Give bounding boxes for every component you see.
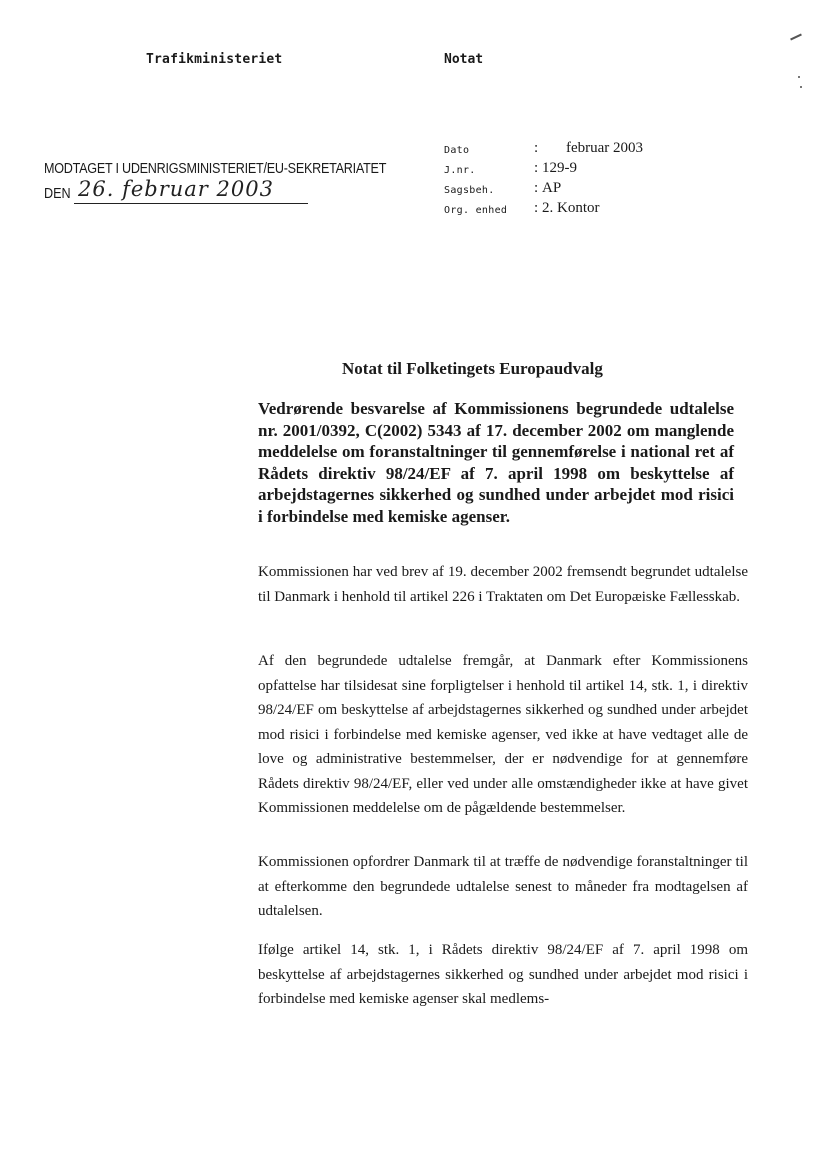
document-type: Notat: [444, 52, 484, 67]
stamp-den-label: DEN: [44, 185, 71, 202]
stamp-date-line: [44, 177, 404, 207]
meta-value: AP: [542, 180, 562, 196]
subject-paragraph: Vedrørende besvarelse af Kommissionens begrundede udtalelse nr. 2001/0392, C(2002) 5343 af 17. december 2002 om manglende meddelelse om foranstaltninger til gennemførelse i national ret af Rådets direktiv 98/24/EF af 7. april 1998 om beskyttelse af arbejdstagernes sikkerhed og sundhed under arbejdet mod risici i forbindelse med kemiske agenser.: [258, 399, 734, 526]
document-heading: Notat til Folketingets Europaudvalg: [342, 359, 603, 378]
scan-mark: [790, 34, 802, 41]
meta-label: Sagsbeh.: [444, 185, 495, 196]
meta-value: februar 2003: [566, 140, 644, 156]
scan-speck: [800, 86, 802, 88]
received-stamp: [44, 160, 404, 207]
meta-label: Dato: [444, 145, 470, 156]
scan-speck: [798, 76, 800, 78]
ministry-name: Trafikministeriet: [146, 52, 283, 67]
body-paragraph: Af den begrundede udtalelse fremgår, at Danmark efter Kommissionens opfattelse har tilsidesat sine forpligtelser i henhold til artikel 14, stk. 1, i direktiv 98/24/EF om beskyttelse af arbejdstagernes sikkerhed og sundhed under arbejdet mod risici i forbindelse med kemiske agenser, ved ikke at have vedtaget alle de love og administrative bestemmelser, der er nødvendige for at gennemføre Rådets direktiv 98/24/EF, eller ved under alle omstændigheder ikke at have givet Kommissionen meddelelse om de pågældende bestemmelser.: [258, 653, 748, 816]
meta-value: 2. Kontor: [542, 200, 600, 216]
body-paragraph: Ifølge artikel 14, stk. 1, i Rådets direktiv 98/24/EF af 7. april 1998 om beskyttelse af arbejdstagernes sikkerhed og sundhed under arbejdet mod risici i forbindelse med kemiske agenser skal medlems-: [258, 942, 748, 1007]
meta-label: J.nr.: [444, 165, 476, 176]
meta-colon: :: [534, 140, 539, 156]
meta-value: 129-9: [542, 160, 577, 176]
meta-colon: :: [534, 200, 539, 216]
meta-colon: :: [534, 180, 539, 196]
meta-colon: :: [534, 160, 539, 176]
stamp-received-text: MODTAGET I UDENRIGSMINISTERIET/EU-SEKRETARIATET: [44, 160, 387, 177]
body-paragraph: Kommissionen opfordrer Danmark til at træffe de nødvendige foranstaltninger til at efterkomme den begrundede udtalelse senest to måneder fra modtagelsen af udtalelsen.: [258, 854, 748, 919]
stamp-handwritten-date: 26. februar 2003: [74, 177, 308, 204]
meta-label: Org. enhed: [444, 205, 508, 216]
body-paragraph: Kommissionen har ved brev af 19. december 2002 fremsendt begrundet udtalelse til Danmark i henhold til artikel 226 i Traktaten om Det Europæiske Fællesskab.: [258, 564, 748, 605]
